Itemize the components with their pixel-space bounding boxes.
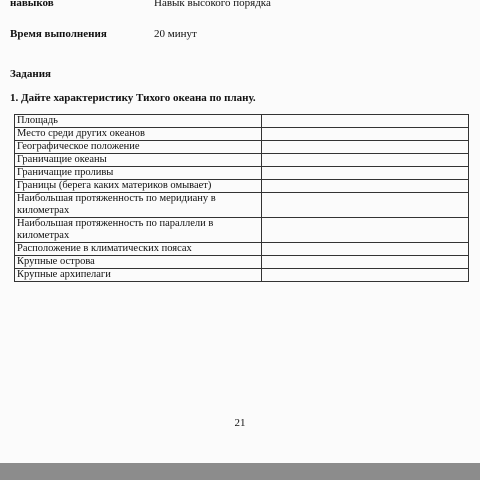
- row-label: Крупные архипелаги: [15, 269, 262, 282]
- table-row: [15, 115, 469, 128]
- row-answer-cell[interactable]: [261, 243, 468, 256]
- row-label: Место среди других океанов: [15, 128, 262, 141]
- table-row: [15, 128, 469, 141]
- plan-table: [14, 114, 469, 282]
- row-label: Граничащие проливы: [15, 167, 262, 180]
- row-label: Площадь: [15, 115, 262, 128]
- row-answer-cell[interactable]: [261, 154, 468, 167]
- table-row: [15, 141, 469, 154]
- row-answer-cell[interactable]: [261, 269, 468, 282]
- row-answer-cell[interactable]: [261, 256, 468, 269]
- table-row: [15, 256, 469, 269]
- table-row: [15, 193, 469, 218]
- row-label: Расположение в климатических поясах: [15, 243, 262, 256]
- row-label: Граничащие океаны: [15, 154, 262, 167]
- time-label: Время выполнения: [10, 28, 107, 40]
- row-label: Наибольшая протяженность по меридиану в километрах: [15, 193, 262, 218]
- row-label: Географическое положение: [15, 141, 262, 154]
- row-answer-cell[interactable]: [261, 141, 468, 154]
- table-row: [15, 167, 469, 180]
- row-answer-cell[interactable]: [261, 167, 468, 180]
- row-label: Границы (берега каких материков омывает): [15, 180, 262, 193]
- row-label: Наибольшая протяженность по параллели в километрах: [15, 218, 262, 243]
- skills-label: навыков: [10, 0, 54, 9]
- page-number: 21: [234, 417, 246, 429]
- table-row: [15, 243, 469, 256]
- skills-value: Навык высокого порядка: [154, 0, 271, 9]
- bottom-bar: [0, 463, 480, 480]
- section-title: Задания: [10, 68, 51, 80]
- row-label: Крупные острова: [15, 256, 262, 269]
- table-row: [15, 154, 469, 167]
- table-row: [15, 180, 469, 193]
- row-answer-cell[interactable]: [261, 128, 468, 141]
- table-row: [15, 269, 469, 282]
- row-answer-cell[interactable]: [261, 115, 468, 128]
- row-answer-cell[interactable]: [261, 218, 468, 243]
- time-value: 20 минут: [154, 28, 197, 40]
- task-title: 1. Дайте характеристику Тихого океана по плану.: [10, 92, 256, 104]
- row-answer-cell[interactable]: [261, 193, 468, 218]
- row-answer-cell[interactable]: [261, 180, 468, 193]
- table-row: [15, 218, 469, 243]
